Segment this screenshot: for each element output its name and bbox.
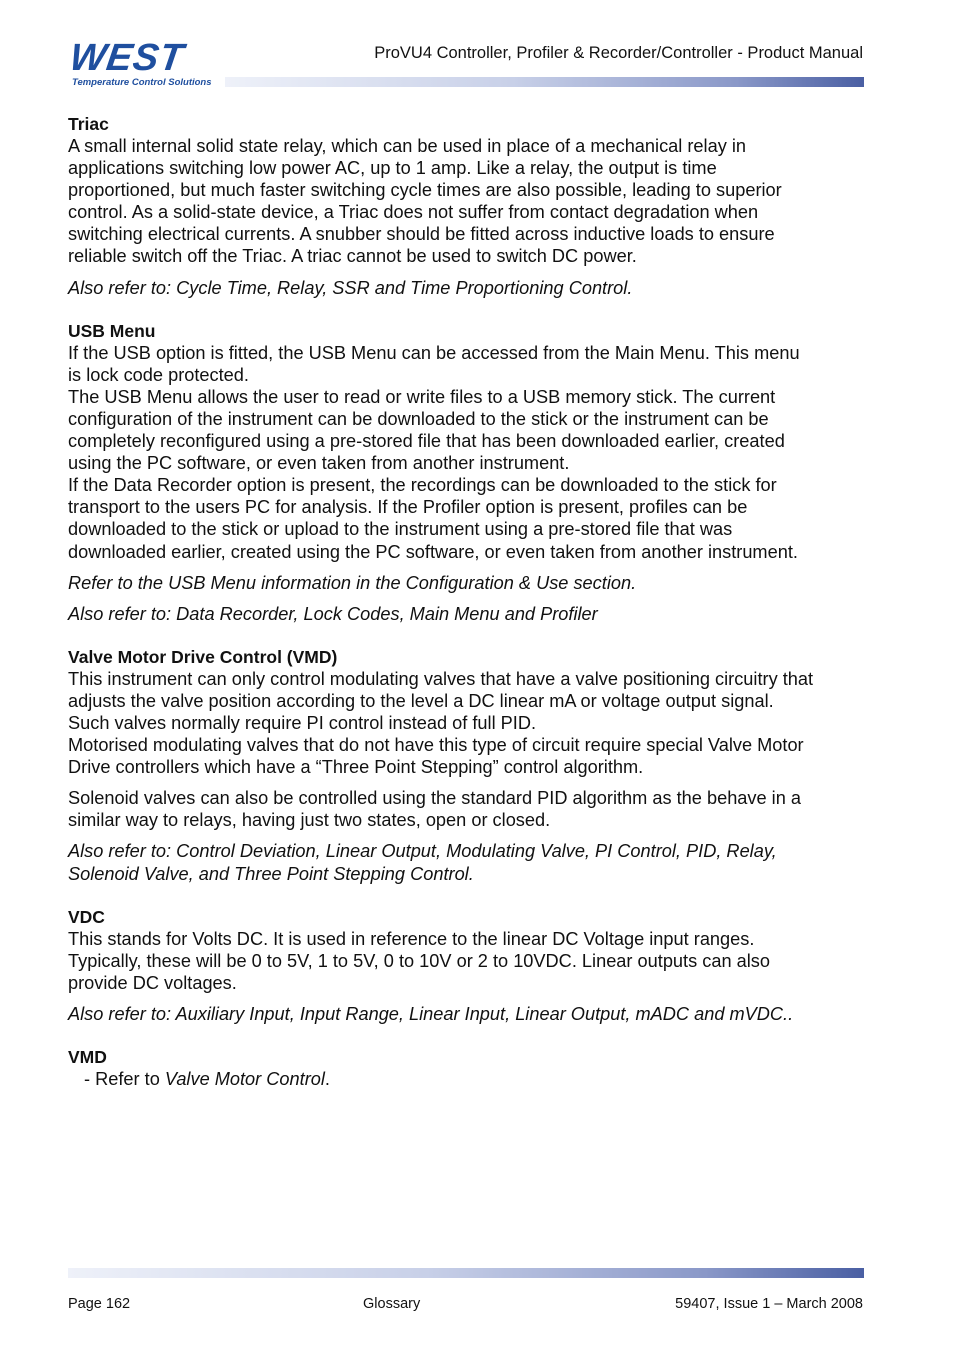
usb-line: configuration of the instrument can be downloaded to the stick or the instrument can be: [68, 408, 769, 429]
vmd-control-solenoid-line: similar way to relays, having just two states, open or closed.: [68, 810, 551, 831]
vmd-refer-prefix: - Refer to: [84, 1069, 165, 1089]
west-logo: [67, 37, 225, 90]
logo-wordmark: WEST: [67, 37, 187, 79]
vmd-control-line: Such valves normally require PI control instead of full PID.: [68, 712, 537, 733]
manual-title: ProVU4 Controller, Profiler & Recorder/Controller - Product Manual: [374, 44, 863, 62]
triac-line: switching electrical currents. A snubber should be fitted across inductive loads to ensure: [68, 224, 775, 245]
vmd-control-line: adjusts the valve position according to the level a DC linear mA or voltage output signal.: [68, 690, 774, 711]
usb-line: transport to the users PC for analysis. If the Profiler option is present, profiles can be: [68, 497, 748, 518]
heading-vmd-control: Valve Motor Drive Control (VMD): [68, 646, 338, 667]
triac-line: control. As a solid-state device, a Triac does not suffer from contact degradation when: [68, 202, 759, 223]
usb-line: If the USB option is fitted, the USB Menu can be accessed from the Main Menu. This menu: [68, 342, 800, 363]
usb-line: If the Data Recorder option is present, the recordings can be downloaded to the stick for: [68, 475, 777, 496]
vmd-control-refer: Solenoid Valve, and Three Point Stepping Control.: [68, 863, 474, 884]
section-name: Glossary: [363, 1296, 421, 1312]
header-rule: [225, 77, 864, 87]
document-id: 59407, Issue 1 – March 2008: [675, 1296, 863, 1312]
footer-rule: [68, 1268, 864, 1278]
usb-line: downloaded earlier, created using the PC software, or even taken from another instrument.: [68, 541, 798, 562]
page-number: Page 162: [68, 1296, 131, 1312]
triac-line: applications switching low power AC, up to 1 amp. Like a relay, the output is time: [68, 158, 717, 179]
triac-refer: Also refer to: Cycle Time, Relay, SSR and Time Proportioning Control.: [68, 277, 633, 298]
usb-line: using the PC software, or even taken from another instrument.: [68, 453, 570, 474]
usb-line: is lock code protected.: [68, 364, 249, 385]
heading-triac: Triac: [68, 114, 109, 134]
heading-vdc: VDC: [68, 906, 105, 927]
triac-line: reliable switch off the Triac. A triac cannot be used to switch DC power.: [68, 246, 637, 267]
vmd-control-line: This instrument can only control modulating valves that have a valve positioning circuitry that: [68, 668, 814, 689]
usb-line: The USB Menu allows the user to read or write files to a USB memory stick. The current: [68, 386, 776, 407]
vmd-control-refer: Also refer to: Control Deviation, Linear Output, Modulating Valve, PI Control, PID, Relay,: [68, 841, 777, 862]
usb-line: completely reconfigured using a pre-stored file that has been downloaded earlier, created: [68, 431, 785, 452]
heading-usb-menu: USB Menu: [68, 320, 156, 341]
page-content: [68, 113, 868, 1090]
vdc-line: Typically, these will be 0 to 5V, 1 to 5V, 0 to 10V or 2 to 10VDC. Linear outputs can also: [68, 950, 770, 971]
triac-line: A small internal solid state relay, which can be used in place of a mechanical relay in: [68, 136, 747, 156]
vmd-control-line: Motorised modulating valves that do not have this type of circuit require special Valve Motor: [68, 735, 804, 756]
vmd-control-line: Drive controllers which have a “Three Point Stepping” control algorithm.: [68, 757, 644, 778]
vmd-refer-suffix: .: [324, 1069, 330, 1089]
vmd-refer-link: Valve Motor Control: [164, 1069, 325, 1089]
usb-refer-also: Also refer to: Data Recorder, Lock Codes, Main Menu and Profiler: [68, 603, 598, 624]
heading-vmd: VMD: [68, 1047, 107, 1067]
vdc-line: This stands for Volts DC. It is used in reference to the linear DC Voltage input ranges.: [68, 928, 755, 949]
usb-line: downloaded to the stick or upload to the instrument using a pre-stored file that was: [68, 519, 733, 540]
vmd-refer: [68, 1068, 868, 1090]
vdc-line: provide DC voltages.: [68, 972, 237, 993]
vdc-refer: Also refer to: Auxiliary Input, Input Range, Linear Input, Linear Output, mADC and mVDC..: [68, 1003, 794, 1024]
usb-refer-config: Refer to the USB Menu information in the Configuration & Use section.: [68, 572, 637, 593]
triac-line: proportioned, but much faster switching cycle times are also possible, leading to superior: [68, 180, 782, 201]
vmd-control-solenoid-line: Solenoid valves can also be controlled using the standard PID algorithm as the behave in a: [68, 788, 802, 809]
logo-tagline: Temperature Control Solutions: [72, 77, 212, 88]
